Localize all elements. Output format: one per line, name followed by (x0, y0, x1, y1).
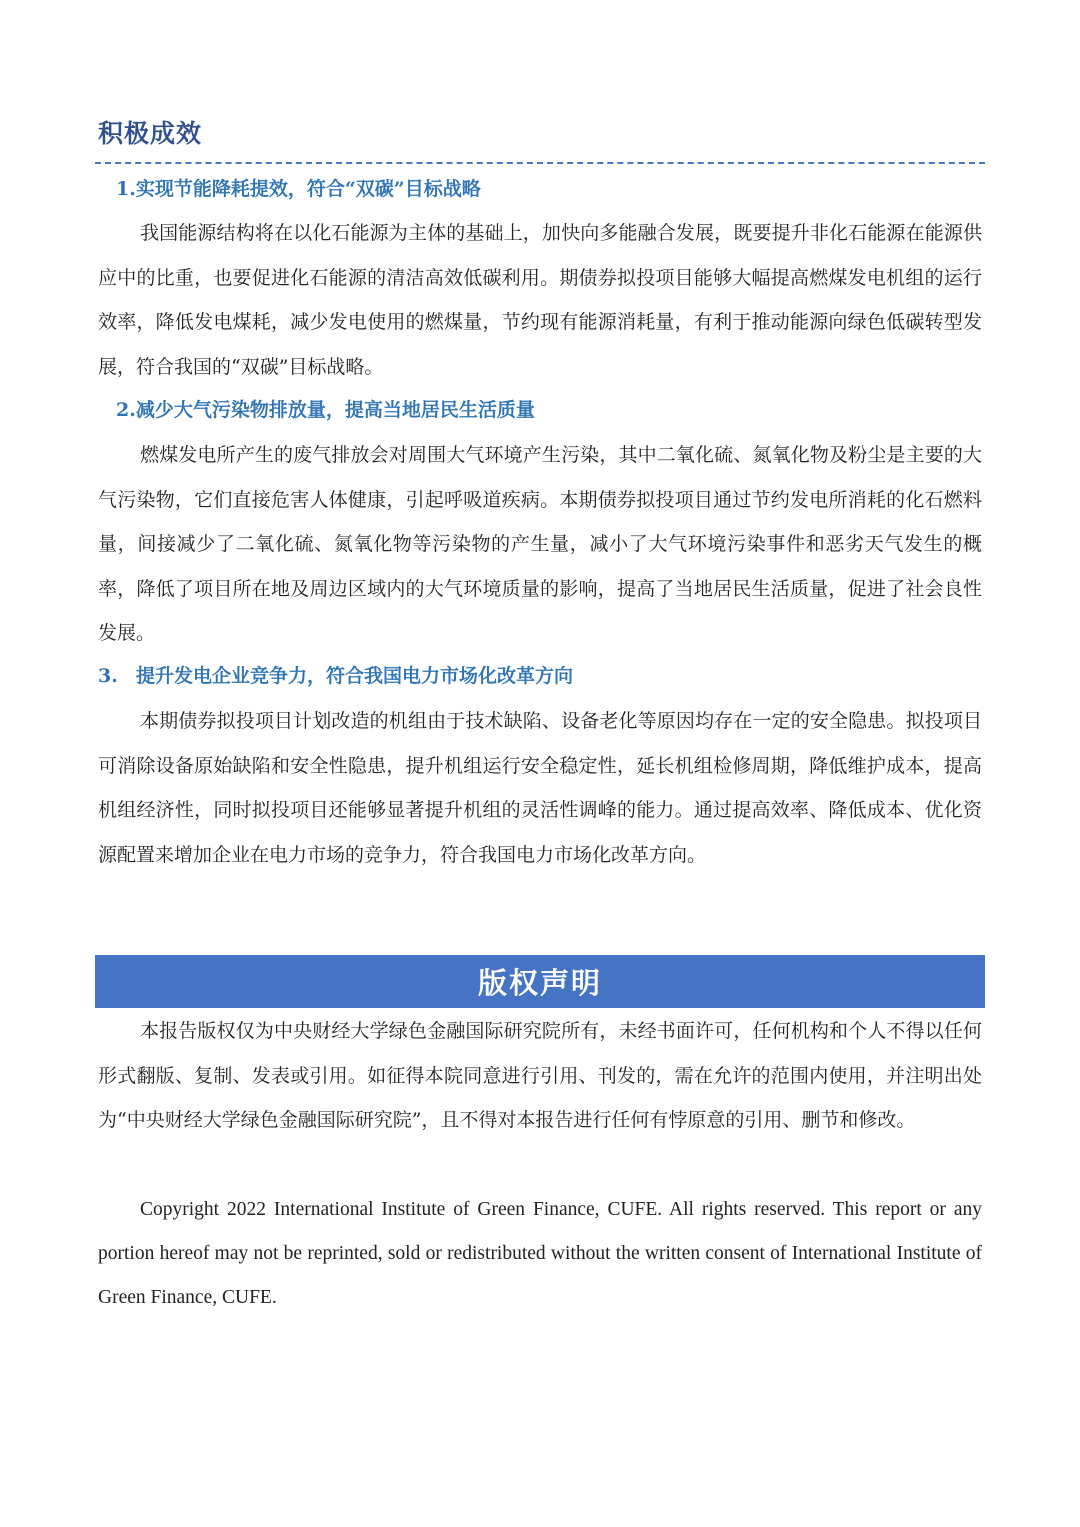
item-3-heading (98, 661, 573, 691)
item-2-heading (116, 395, 535, 425)
item-2-heading-text: 减少大气污染物排放量，提高当地居民生活质量 (135, 399, 535, 421)
copyright-banner (95, 955, 985, 1008)
copyright-title: 版权声明 (477, 966, 602, 1000)
item-2-number: 2. (116, 399, 136, 421)
item-1-number: 1. (116, 178, 136, 200)
item-3-heading-text: 提升发电企业竞争力，符合我国电力市场化改革方向 (136, 665, 574, 687)
dashed-divider (95, 162, 985, 164)
copyright-body-cn: 本报告版权仅为中央财经大学绿色金融国际研究院所有，未经书面许可，任何机构和个人不得以任何形式翻版、复制、发表或引用。如征得本院同意进行引用、刊发的，需在允许的范围内使用，并注明出处为“中央财经大学绿色金融国际研究院”，且不得对本报告进行任何有悖原意的引用、删节和修改。 (98, 1020, 982, 1131)
item-3-number: 3. (98, 665, 118, 687)
copyright-body-en: Copyright 2022 International Institute of Green Finance, CUFE. All rights reserved. This report or any portion hereof may not be reprinted, sold or redistributed without the written consent of International Institute of Green Finance, CUFE. (98, 1199, 982, 1308)
item-1-heading-text: 实现节能降耗提效，符合“双碳”目标战略 (135, 178, 481, 200)
item-3-body: 本期债券拟投项目计划改造的机组由于技术缺陷、设备老化等原因均存在一定的安全隐患。拟投项目可消除设备原始缺陷和安全性隐患，提升机组运行安全稳定性，延长机组检修周期，降低维护成本，提高机组经济性，同时拟投项目还能够显著提升机组的灵活性调峰的能力。通过提高效率、降低成本、优化资源配置来增加企业在电力市场的竞争力，符合我国电力市场化改革方向。 (98, 710, 982, 866)
section-title: 积极成效 (98, 119, 203, 148)
item-1-body: 我国能源结构将在以化石能源为主体的基础上，加快向多能融合发展，既要提升非化石能源在能源供应中的比重，也要促进化石能源的清洁高效低碳利用。期债券拟投项目能够大幅提高燃煤发电机组的运行效率，降低发电煤耗，减少发电使用的燃煤量，节约现有能源消耗量，有利于推动能源向绿色低碳转型发展，符合我国的“双碳”目标战略。 (98, 222, 982, 378)
item-1-heading (116, 174, 481, 204)
item-2-body: 燃煤发电所产生的废气排放会对周围大气环境产生污染，其中二氧化硫、氮氧化物及粉尘是主要的大气污染物，它们直接危害人体健康，引起呼吸道疾病。本期债券拟投项目通过节约发电所消耗的化石燃料量，间接减少了二氧化硫、氮氧化物等污染物的产生量，减小了大气环境污染事件和恶劣天气发生的概率，降低了项目所在地及周边区域内的大气环境质量的影响，提高了当地居民生活质量，促进了社会良性发展。 (98, 444, 982, 644)
